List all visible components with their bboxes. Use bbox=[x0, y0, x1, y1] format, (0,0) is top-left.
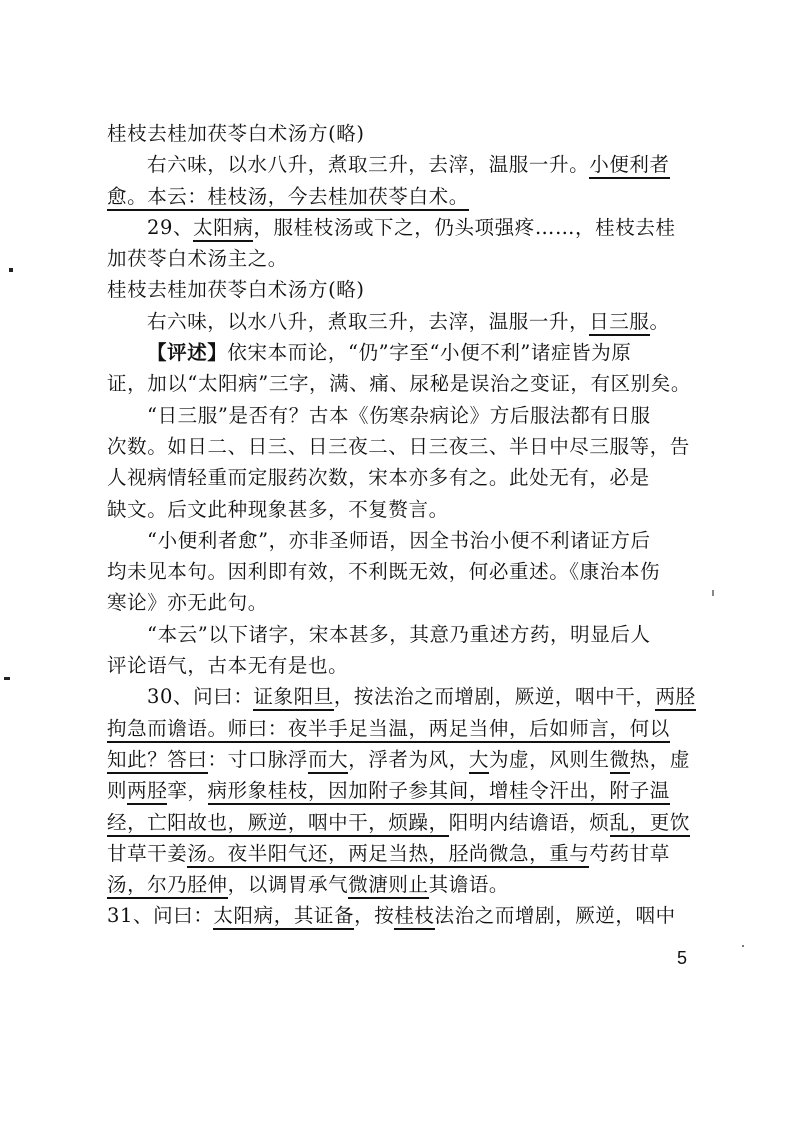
underlined-text: 大 bbox=[469, 748, 489, 774]
underlined-text: 日三服 bbox=[589, 310, 649, 336]
body-text bbox=[107, 118, 719, 932]
text-line bbox=[107, 494, 719, 525]
text-segment: 桂枝去桂加茯苓白术汤方(略) bbox=[107, 278, 365, 302]
text-line bbox=[107, 556, 719, 587]
underlined-text: 微溏则止 bbox=[348, 873, 428, 899]
text-line bbox=[107, 869, 719, 900]
scan-speck bbox=[4, 677, 10, 680]
text-segment: 依宋本而论，“仍”字至“小便不利”诸症皆为原 bbox=[227, 341, 632, 365]
text-segment: 为虚，风则生 bbox=[488, 747, 610, 771]
text-line bbox=[107, 212, 719, 243]
text-segment: 则 bbox=[107, 779, 128, 803]
text-segment: 甘草干姜 bbox=[107, 841, 188, 865]
text-line bbox=[107, 400, 719, 431]
text-segment: 加茯苓白术汤主之。 bbox=[107, 247, 288, 271]
text-segment: 寒论》亦无此句。 bbox=[107, 591, 268, 615]
text-line bbox=[107, 900, 719, 931]
text-line bbox=[107, 807, 719, 838]
underlined-text: 太阳病 bbox=[193, 216, 253, 242]
underlined-text: 愈。本云：桂枝汤，今去桂加茯苓白术。 bbox=[107, 185, 469, 211]
text-line bbox=[107, 149, 719, 180]
text-segment: 法治之而增剧，厥逆，咽中 bbox=[434, 904, 676, 928]
underlined-text: 病形象桂枝，因加附子参其间，增桂令汗出，附子温 bbox=[208, 779, 670, 805]
text-segment: ，浮者为风， bbox=[348, 747, 469, 771]
text-segment: 31、问曰： bbox=[107, 904, 214, 928]
text-line bbox=[107, 243, 719, 274]
text-line bbox=[107, 775, 719, 806]
text-line bbox=[107, 337, 719, 368]
text-line bbox=[107, 525, 719, 556]
text-line bbox=[107, 713, 719, 744]
text-segment: 均未见本句。因利即有效，不利既无效，何必重述。《康治本伤 bbox=[107, 560, 661, 584]
text-segment: 评论语气，古本无有是也。 bbox=[107, 654, 349, 678]
underlined-text: 拘急而谵语。师曰：夜半手足当温，两足当伸，后如师言，何以 bbox=[107, 717, 670, 743]
text-line bbox=[107, 587, 719, 618]
text-segment: 。 bbox=[649, 309, 670, 333]
section-heading: 【评述】 bbox=[147, 341, 228, 365]
text-segment: 右六味，以水八升，煮取三升，去滓，温服一升， bbox=[147, 309, 590, 333]
text-line bbox=[107, 306, 719, 337]
text-segment: 人视病情轻重而定服药次数，宋本亦多有之。此处无有，必是 bbox=[107, 466, 650, 490]
scan-speck bbox=[712, 590, 714, 596]
underlined-text: 小便利者 bbox=[589, 153, 669, 179]
text-segment: ，按 bbox=[354, 904, 395, 928]
underlined-text: 桂枝 bbox=[394, 904, 434, 930]
page-number: 5 bbox=[677, 948, 688, 968]
text-segment: “本云”以下诸字，宋本甚多，其意乃重述方药，明显后人 bbox=[147, 622, 651, 646]
text-segment: 挛， bbox=[167, 779, 208, 803]
text-line bbox=[107, 838, 719, 869]
text-segment: 其谵语。 bbox=[428, 873, 510, 897]
text-line bbox=[107, 118, 719, 149]
text-line bbox=[107, 274, 719, 305]
text-segment: 次数。如日二、日三、日三夜二、日三夜三、半日中尽三服等，告 bbox=[107, 434, 690, 458]
text-segment: 29、 bbox=[147, 215, 194, 239]
text-line bbox=[107, 681, 719, 712]
underlined-text: 乱，更饮 bbox=[610, 811, 690, 837]
text-segment: ，按法治之而增剧，厥逆，咽中干， bbox=[333, 685, 656, 709]
text-segment: 桂枝去桂加茯苓白术汤方(略) bbox=[107, 122, 365, 145]
text-segment: ，以调胃承气 bbox=[227, 873, 349, 897]
text-segment: 缺文。后文此种现象甚多，不复赘言。 bbox=[107, 497, 449, 521]
underlined-text: 微 bbox=[610, 748, 630, 774]
scan-speck bbox=[9, 268, 13, 272]
text-line bbox=[107, 431, 719, 462]
scan-speck bbox=[742, 945, 744, 947]
text-segment: 右六味，以水八升，煮取三升，去滓，温服一升。 bbox=[147, 153, 590, 177]
underlined-text: 知此？答曰 bbox=[107, 748, 208, 774]
underlined-text: 而大 bbox=[308, 748, 348, 774]
text-segment: 阳明内结谵语，烦 bbox=[448, 810, 610, 834]
text-segment: 30、问曰： bbox=[147, 685, 254, 709]
text-segment: ，服桂枝汤或下之，仍头项强疼……，桂枝去桂 bbox=[253, 215, 676, 239]
text-line bbox=[107, 619, 719, 650]
text-line bbox=[107, 181, 719, 212]
text-segment: ：寸口脉浮 bbox=[207, 747, 309, 771]
underlined-text: 两胫 bbox=[127, 779, 167, 805]
underlined-text: 汤。夜半阳气还，两足当热，胫尚微急，重与 bbox=[187, 842, 589, 868]
text-line bbox=[107, 368, 719, 399]
underlined-text: 汤，尔乃胫伸 bbox=[107, 873, 228, 899]
text-segment: “日三服”是否有？古本《伤寒杂病论》方后服法都有日服 bbox=[147, 403, 651, 427]
text-segment: 芍药甘草 bbox=[589, 841, 670, 865]
text-segment: “小便利者愈”，亦非圣师语，因全书治小便不利诸证方后 bbox=[147, 528, 651, 552]
underlined-text: 经，亡阳故也，厥逆，咽中干，烦躁， bbox=[107, 811, 449, 837]
text-line bbox=[107, 744, 719, 775]
text-line bbox=[107, 462, 719, 493]
underlined-text: 两胫 bbox=[655, 685, 695, 711]
text-segment: 热，虚 bbox=[629, 747, 690, 771]
underlined-text: 太阳病，其证备 bbox=[213, 904, 354, 930]
underlined-text: 证象阳旦 bbox=[253, 685, 333, 711]
text-line bbox=[107, 650, 719, 681]
text-segment: 证，加以“太阳病”三字，满、痛、尿秘是误治之变证，有区别矣。 bbox=[107, 372, 691, 396]
